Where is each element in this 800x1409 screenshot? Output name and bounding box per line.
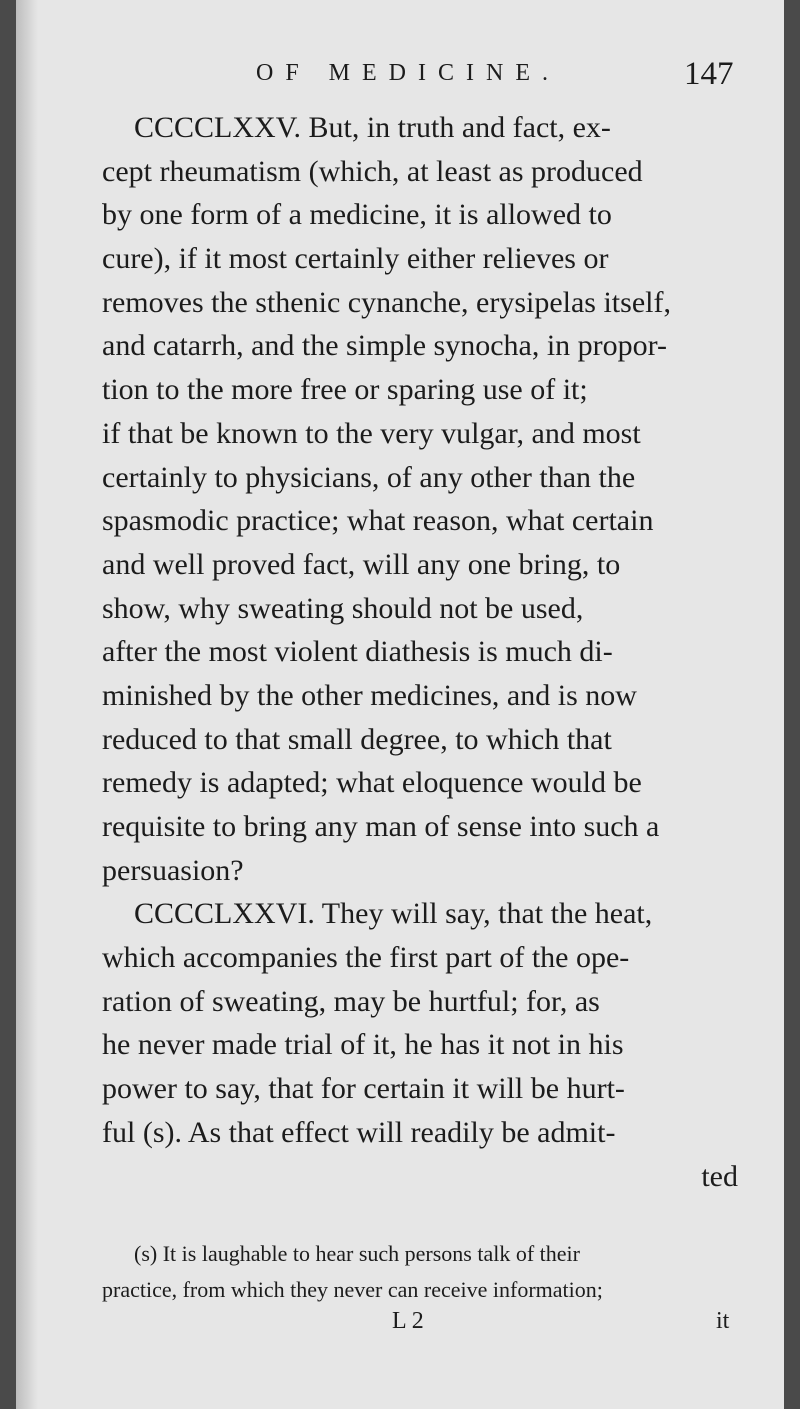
text-line: ful (s). As that effect will readily be admit-: [102, 1115, 616, 1149]
footnote: [102, 1236, 738, 1308]
text-line: tion to the more free or sparing use of it;: [102, 373, 588, 407]
text-line: persuasion?: [102, 853, 244, 887]
text-line: he never made trial of it, he has it not in his: [102, 1028, 624, 1062]
book-page: [16, 0, 784, 1409]
text-line: CCCCLXXV. But, in truth and fact, ex-: [134, 111, 611, 144]
text-line: power to say, that for certain it will be hurt-: [102, 1072, 625, 1106]
signature-mark: L 2: [392, 1308, 424, 1334]
text-line: reduced to that small degree, to which that: [102, 722, 612, 756]
text-line: if that be known to the very vulgar, and most: [102, 416, 641, 450]
text-line: by one form of a medicine, it is allowed to: [102, 198, 612, 232]
text-line: and catarrh, and the simple synocha, in propor-: [102, 329, 668, 363]
text-line: after the most violent diathesis is much di-: [102, 635, 613, 669]
footnote-line: (s) It is laughable to hear such persons talk of their: [134, 1241, 580, 1266]
text-line: removes the sthenic cynanche, erysipelas itself,: [102, 285, 671, 319]
text-line: requisite to bring any man of sense into such a: [102, 810, 660, 843]
text-line: cure), if it most certainly either relieves or: [102, 242, 609, 276]
page-gutter-shadow: [16, 0, 38, 1409]
catchword: ted: [701, 1159, 738, 1193]
text-line: remedy is adapted; what eloquence would be: [102, 766, 642, 800]
page-number: 147: [684, 56, 734, 92]
footnote-line: practice, from which they never can receive information;: [102, 1277, 603, 1302]
text-line: show, why sweating should not be used,: [102, 591, 584, 625]
text-line: CCCCLXXVI. They will say, that the heat,: [134, 897, 653, 931]
text-line: cept rheumatism (which, at least as produced: [102, 154, 643, 188]
text-line: spasmodic practice; what reason, what certain: [102, 504, 654, 538]
text-line: which accompanies the first part of the ope-: [102, 941, 630, 975]
text-line: certainly to physicians, of any other than the: [102, 460, 636, 494]
text-line: ration of sweating, may be hurtful; for, as: [102, 984, 600, 1018]
running-head: OF MEDICINE.: [256, 60, 560, 86]
body-text: [102, 106, 738, 1198]
paragraph-ccclxxv: [102, 106, 738, 892]
text-line: and well proved fact, will any one bring, to: [102, 547, 621, 581]
footnote-catchword: it: [716, 1308, 730, 1334]
page-header: [16, 56, 784, 96]
paragraph-ccclxxvi: [102, 892, 738, 1154]
text-line: minished by the other medicines, and is now: [102, 678, 637, 712]
